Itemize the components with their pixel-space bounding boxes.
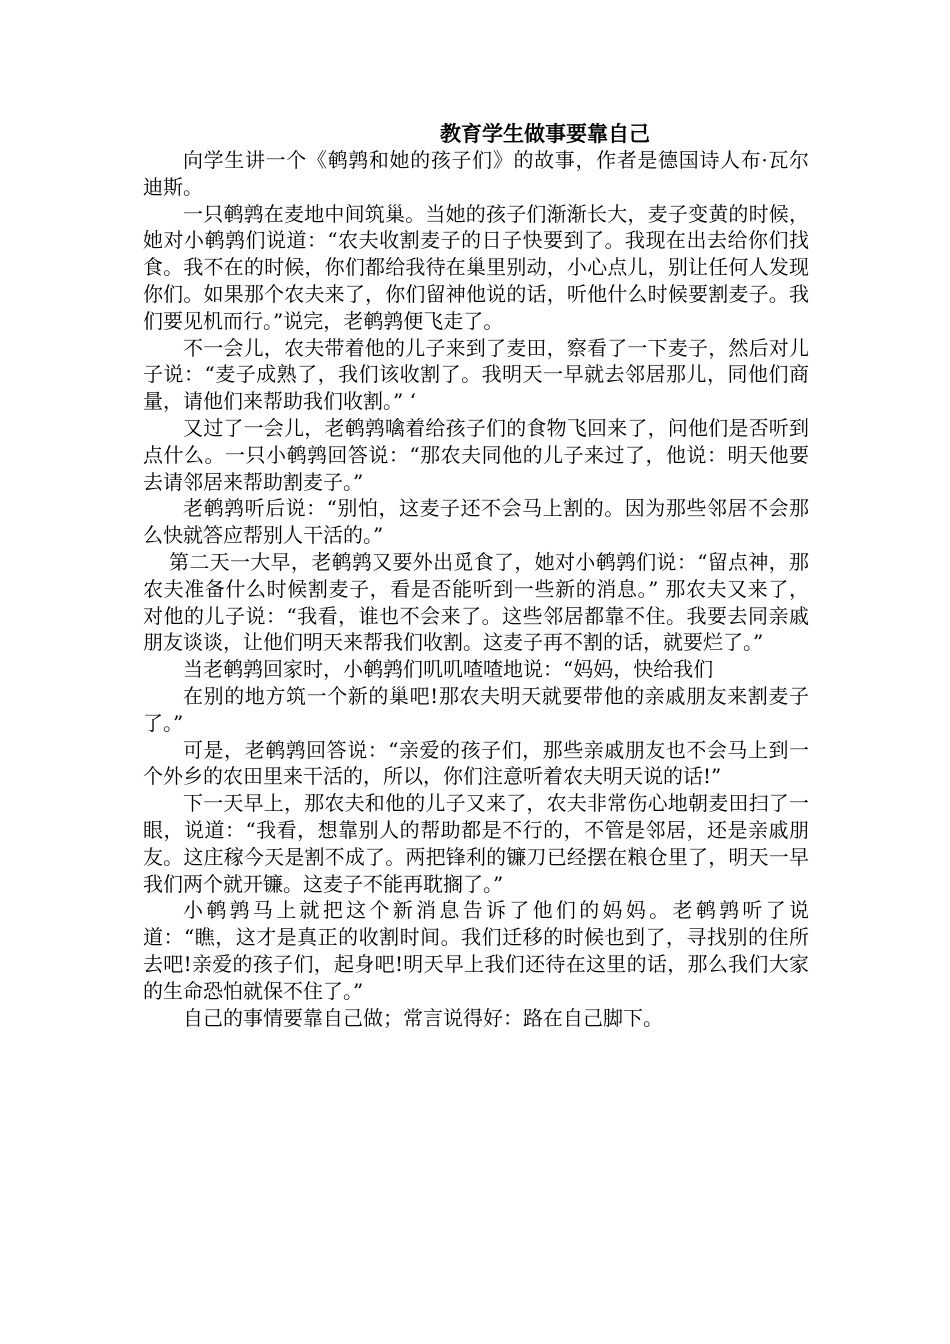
paragraph-leave-now: 小鹌鹑马上就把这个新消息告诉了他们的妈妈。老鹌鹑听了说道：“瞧，这才是真正的收割时间。我们迁移的时候也到了，寻找别的住所去吧!亲爱的孩子们，起身吧!明天早上我们还待在这里的话，那么我们大家的生命恐怕就保不住了。”: [143, 898, 809, 1003]
paragraph-intro: 向学生讲一个《鹌鹑和她的孩子们》的故事，作者是德国诗人布·瓦尔迪斯。: [143, 148, 809, 199]
paragraph-moral: 自己的事情要靠自己做；常言说得好：路在自己脚下。: [183, 1005, 663, 1030]
paragraph-new-nest: 在别的地方筑一个新的巢吧!那农夫明天就要带他的亲戚朋友来割麦子了。”: [143, 683, 809, 735]
paragraph-nest: 一只鹌鹑在麦地中间筑巢。当她的孩子们渐渐长大，麦子变黄的时候，她对小鹌鹑们说道：“农夫收割麦子的日子快要到了。我现在出去给你们找食。我不在的时候，你们都给我待在巢里别动，小心点儿，别让任何人发现你们。如果那个农夫来了，你们留神他说的话，听他什么时候要割麦子。我们要见机而行。”说完，老鹌鹑便飞走了。: [143, 201, 809, 333]
paragraph-farmer-first: 不一会儿，农夫带着他的儿子来到了麦田，察看了一下麦子，然后对儿子说：“麦子成熟了，我们该收割了。我明天一早就去邻居那儿，同他们商量，请他们来帮助我们收割。” ‘: [143, 335, 809, 414]
paragraph-farmer-decides: 下一天早上，那农夫和他的儿子又来了，农夫非常伤心地朝麦田扫了一眼，说道：“我看，想靠别人的帮助都是不行的，不管是邻居，还是亲戚朋友。这庄稼今天是割不成了。两把锋利的镰刀已经摆在粮仓里了，明天一早我们两个就开镰。这麦子不能再耽搁了。”: [143, 791, 809, 896]
document-title: 教育学生做事要靠自己: [440, 121, 650, 146]
document-body: [143, 147, 809, 1031]
paragraph-chicks-worry: 当老鹌鹑回家时，小鹌鹑们叽叽喳喳地说：“妈妈，快给我们: [183, 657, 714, 682]
paragraph-relatives: 可是，老鹌鹑回答说：“亲爱的孩子们，那些亲戚朋友也不会马上到一个外乡的农田里来干活的，所以，你们注意听着农夫明天说的话!”: [143, 737, 809, 789]
paragraph-dont-worry: 老鹌鹑听后说：“别怕，这麦子还不会马上割的。因为那些邻居不会那么快就答应帮别人干活的。”: [143, 496, 809, 548]
paragraph-second-day: 第二天一大早，老鹌鹑又要外出觅食了，她对小鹌鹑们说：“留点神，那农夫准备什么时候割麦子，看是否能听到一些新的消息。” 那农夫又来了，对他的儿子说：“我看，谁也不会来了。这些邻居都靠不住。我要去同亲戚朋友谈谈，让他们明天来帮我们收割。这麦子再不割的话，就要烂了。”: [143, 549, 809, 655]
paragraph-quail-returns: 又过了一会儿，老鹌鹑噙着给孩子们的食物飞回来了，问他们是否听到点什么。一只小鹌鹑回答说：“那农夫同他的儿子来过了，他说：明天他要去请邻居来帮助割麦子。”: [143, 415, 809, 494]
